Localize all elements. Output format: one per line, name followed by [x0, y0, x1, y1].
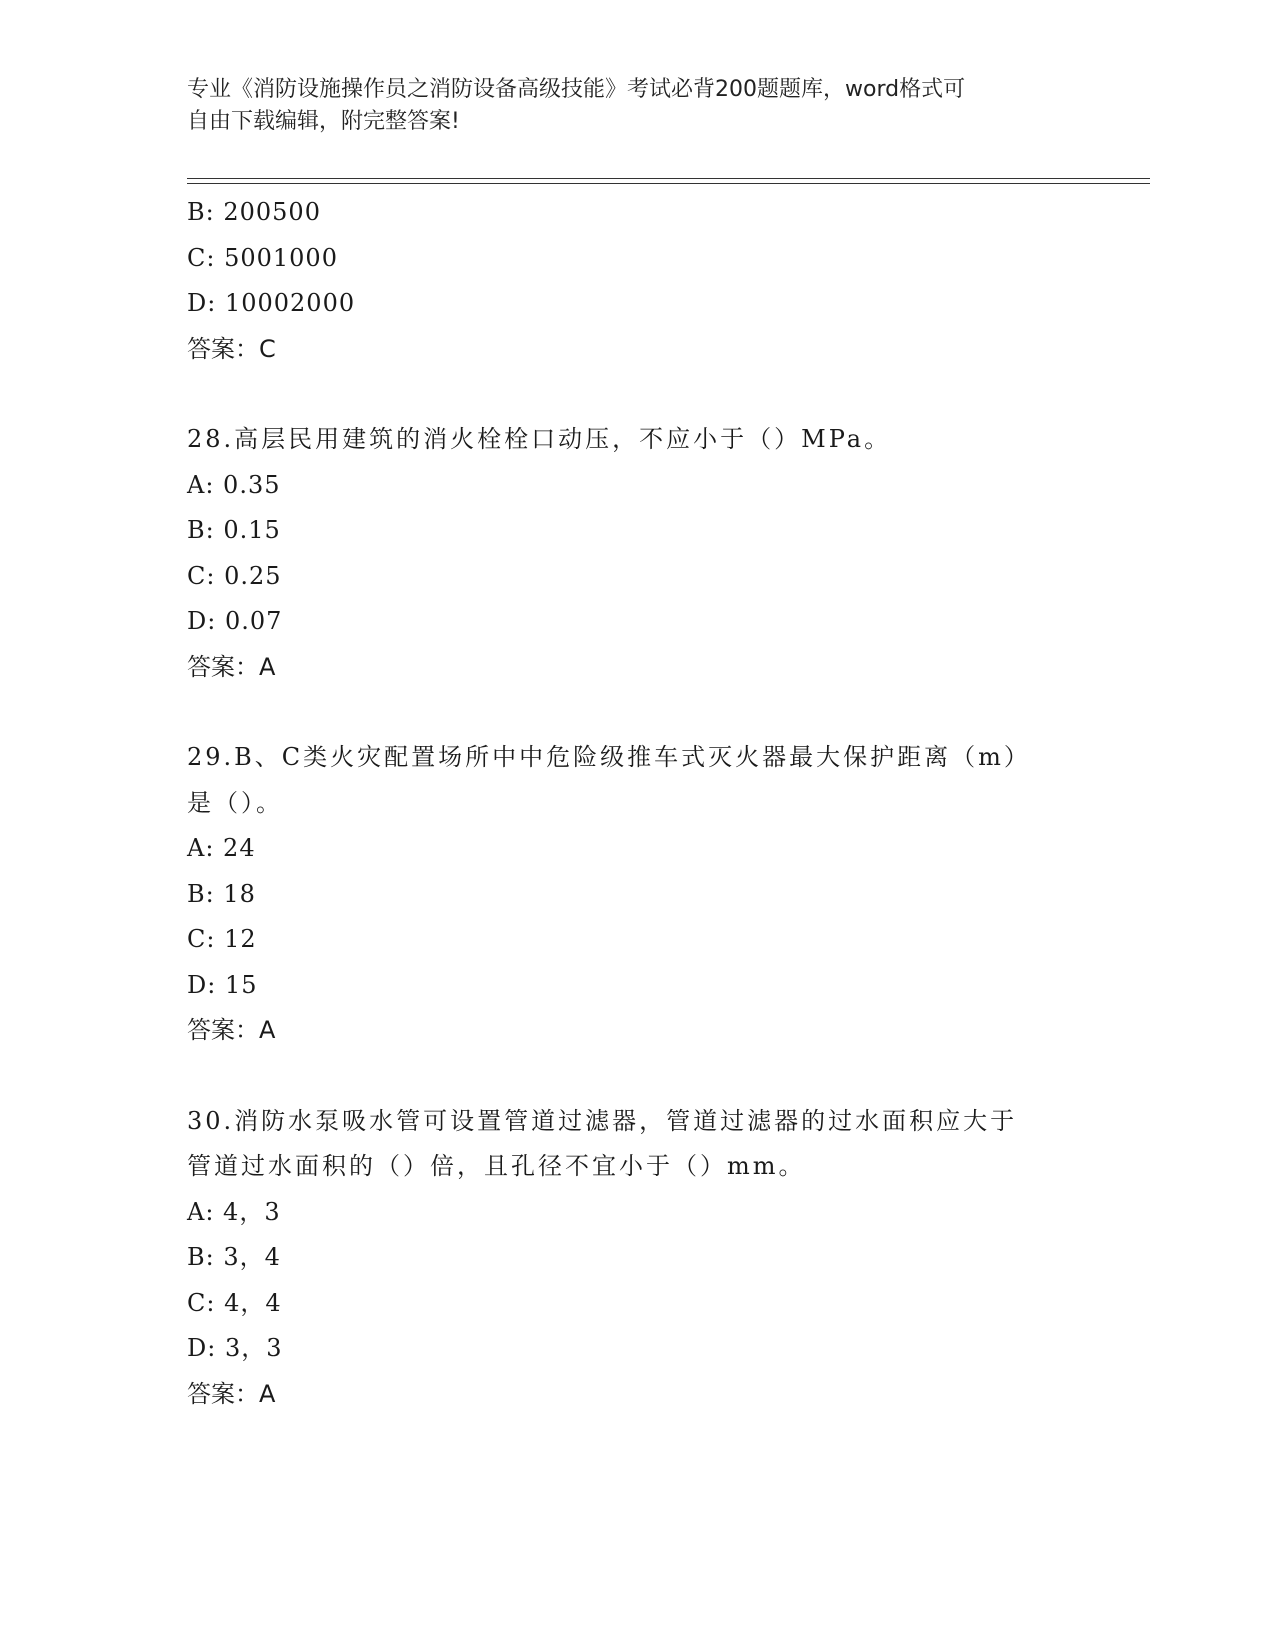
question-title-line-1: 30.消防水泵吸水管可设置管道过滤器，管道过滤器的过水面积应大于 — [187, 1106, 1018, 1135]
option-b: B: 3，4 — [187, 1243, 281, 1271]
answer-line: 答案：A — [187, 1379, 276, 1408]
question-29 — [187, 735, 1087, 1054]
option-a: A: 4，3 — [187, 1197, 281, 1226]
option-d: D: 10002000 — [187, 289, 356, 317]
question-title-line-2: 管道过水面积的（）倍，且孔径不宜小于（）mm。 — [187, 1152, 806, 1180]
option-b: B: 0.15 — [187, 516, 281, 544]
option-b: B: 200500 — [187, 198, 321, 226]
answer-line: 答案：A — [187, 1016, 276, 1044]
question-title-line-2: 是（）。 — [187, 788, 283, 817]
header-line-1: 专业《消防设施操作员之消防设备高级技能》考试必背200题题库，word格式可 — [187, 77, 966, 102]
option-c: C: 0.25 — [187, 561, 282, 590]
question-title: 28.高层民用建筑的消火栓栓口动压，不应小于（）MPa。 — [187, 425, 892, 453]
question-28 — [187, 417, 1087, 690]
question-list — [187, 190, 1087, 1417]
option-d: D: 3，3 — [187, 1334, 283, 1362]
question-title-line-1: 29.B、C类火灾配置场所中中危险级推车式灭火器最大保护距离（m） — [187, 743, 1031, 771]
header-line-2: 自由下载编辑，附完整答案! — [187, 109, 460, 134]
document-header — [187, 74, 1067, 138]
option-b: B: 18 — [187, 879, 256, 908]
question-30 — [187, 1099, 1087, 1418]
answer-line: 答案：A — [187, 652, 276, 681]
option-c: C: 5001000 — [187, 243, 338, 272]
option-d: D: 0.07 — [187, 607, 283, 635]
previous-question-block — [187, 190, 1087, 372]
option-d: D: 15 — [187, 970, 258, 999]
option-c: C: 12 — [187, 925, 257, 953]
option-a: A: 24 — [187, 834, 256, 862]
header-divider-top — [187, 178, 1150, 179]
header-divider-bottom — [187, 183, 1150, 184]
answer-line: 答案：C — [187, 334, 276, 363]
option-a: A: 0.35 — [187, 470, 281, 499]
option-c: C: 4，4 — [187, 1288, 282, 1317]
